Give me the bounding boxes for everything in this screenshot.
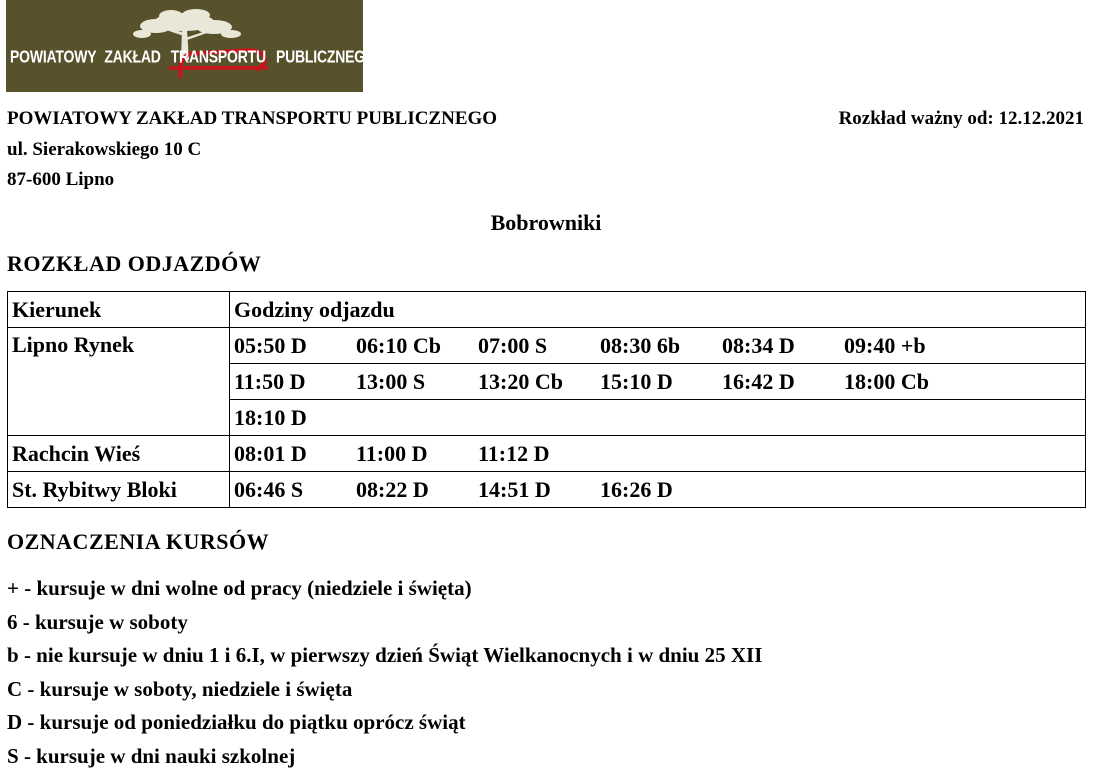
table-row: [8, 436, 1086, 472]
legend-description: - nie kursuje w dniu 1 i 6.I, w pierwszy dzień Świąt Wielkanocnych i w dniu 25 XII: [18, 643, 763, 667]
legend-item: [7, 706, 762, 740]
legend-description: - kursuje w soboty: [17, 609, 188, 634]
departure-times-cell: [230, 364, 1086, 400]
departure-time: 14:51 D: [478, 476, 551, 502]
departure-time: 16:26 D: [600, 476, 673, 502]
departure-time: 06:10 Cb: [356, 332, 441, 358]
legend-description: - kursuje w soboty, niedziele i święta: [22, 676, 353, 701]
departure-time: 07:00 S: [478, 332, 548, 358]
table-row: [8, 472, 1086, 508]
departure-time: 06:46 S: [234, 476, 304, 502]
departure-time: 15:10 D: [600, 368, 673, 394]
departure-time: 11:00 D: [356, 440, 428, 466]
legend-item: [7, 606, 762, 640]
departure-time: 16:42 D: [722, 368, 795, 394]
table-header-row: [8, 292, 1086, 328]
legend-symbol: +: [7, 576, 19, 600]
timetable: [7, 291, 1086, 508]
legend-description: - kursuje od poniedziałku do piątku oprócz świąt: [22, 710, 466, 734]
legend-item: [7, 673, 762, 707]
stop-name: Bobrowniki: [490, 210, 602, 235]
valid-from-date: Rozkład ważny od: 12.12.2021: [838, 108, 1084, 129]
column-header-direction: Kierunek: [8, 292, 230, 328]
table-row: [8, 328, 1086, 364]
legend-symbol: D: [7, 710, 23, 734]
departure-time: 11:50 D: [234, 368, 306, 394]
company-logo: [6, 0, 376, 92]
legend-description: - kursuje w dni nauki szkolnej: [18, 743, 296, 768]
departure-times-cell: [230, 328, 1086, 364]
departure-time: 13:20 Cb: [478, 368, 563, 394]
departure-times-cell: [230, 436, 1086, 472]
legend-title: OZNACZENIA KURSÓW: [7, 529, 270, 554]
organization-street: ul. Sierakowskiego 10 C: [7, 139, 202, 160]
departure-time: 18:00 Cb: [844, 368, 929, 394]
organization-name: POWIATOWY ZAKŁAD TRANSPORTU PUBLICZNEGO: [7, 108, 498, 129]
departure-time: 08:34 D: [722, 332, 795, 358]
legend-description: - kursuje w dni wolne od pracy (niedziele i święta): [18, 576, 472, 600]
departure-times-cell: [230, 472, 1086, 508]
direction-name: Lipno Rynek: [8, 328, 230, 436]
legend-symbol: C: [7, 676, 23, 701]
logo-word: ZAKŁAD: [104, 46, 161, 66]
legend-list: [7, 572, 762, 773]
legend-symbol: 6: [7, 609, 18, 634]
departure-time: 13:00 S: [356, 368, 426, 394]
legend-symbol: S: [7, 743, 19, 768]
logo-word: TRANSPORTU: [169, 46, 268, 70]
direction-name: Rachcin Wieś: [8, 436, 230, 472]
departure-time: 09:40 +b: [844, 332, 926, 358]
organization-city: 87-600 Lipno: [7, 169, 115, 190]
logo-word: PUBLICZNEGO: [275, 46, 376, 66]
section-title: ROZKŁAD ODJAZDÓW: [7, 251, 262, 276]
departure-time: 11:12 D: [478, 440, 550, 466]
departure-time: 08:01 D: [234, 440, 307, 466]
departure-time: 18:10 D: [234, 404, 307, 430]
legend-item: [7, 639, 762, 673]
legend-symbol: b: [7, 643, 19, 667]
departure-time: 05:50 D: [234, 332, 307, 358]
departure-times-cell: [230, 400, 1086, 436]
legend-item: [7, 572, 762, 606]
legend-item: [7, 740, 762, 774]
departure-time: 08:30 6b: [600, 332, 681, 358]
direction-name: St. Rybitwy Bloki: [8, 472, 230, 508]
logo-word: POWIATOWY: [10, 46, 97, 66]
column-header-times: Godziny odjazdu: [230, 292, 1086, 328]
logo-wordmark: [6, 46, 376, 70]
departure-time: 08:22 D: [356, 476, 429, 502]
